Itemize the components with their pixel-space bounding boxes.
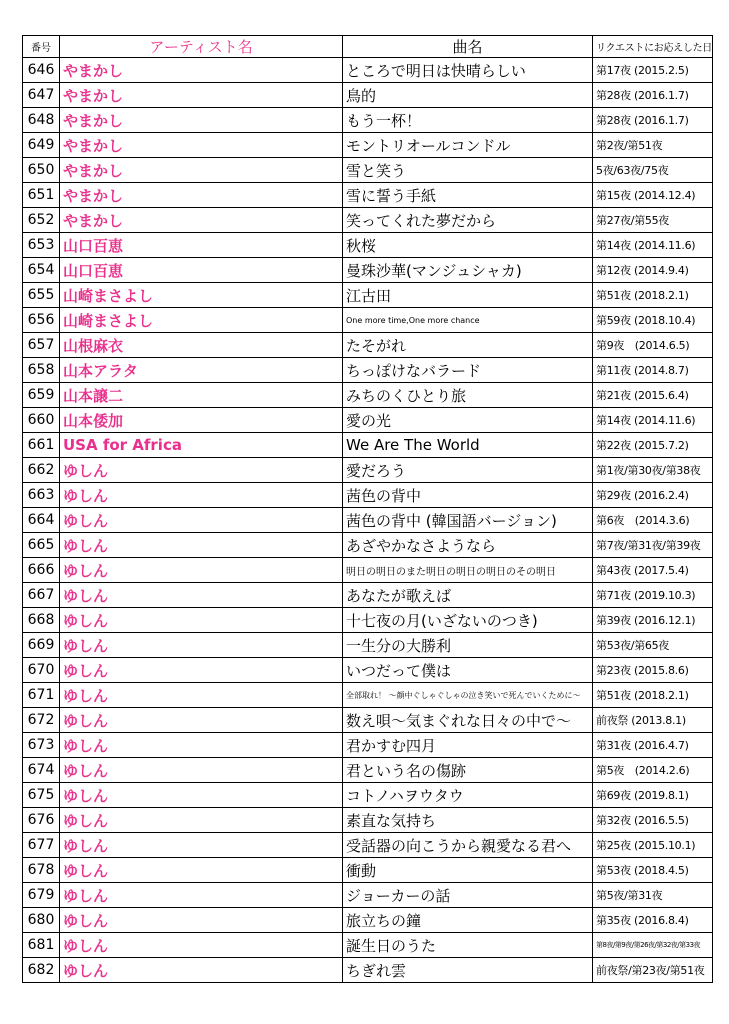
artist-name: 山本譲二 bbox=[60, 383, 343, 408]
row-number: 658 bbox=[23, 358, 60, 383]
artist-name: ゆしん bbox=[60, 458, 343, 483]
request-date: 第9夜 (2014.6.5) bbox=[593, 333, 713, 358]
request-date: 第5夜/第31夜 bbox=[593, 883, 713, 908]
table-row bbox=[23, 358, 713, 383]
table-row bbox=[23, 783, 713, 808]
header-request-date: リクエストにお応えした日 bbox=[593, 36, 713, 58]
song-title: 数え唄～気まぐれな日々の中で～ bbox=[343, 708, 593, 733]
artist-name: やまかし bbox=[60, 83, 343, 108]
table-row bbox=[23, 158, 713, 183]
request-date: 第5夜 (2014.2.6) bbox=[593, 758, 713, 783]
artist-name: ゆしん bbox=[60, 558, 343, 583]
table-row bbox=[23, 483, 713, 508]
row-number: 671 bbox=[23, 683, 60, 708]
table-body bbox=[23, 58, 713, 983]
song-title: もう一杯！ bbox=[343, 108, 593, 133]
artist-name: ゆしん bbox=[60, 958, 343, 983]
artist-name: ゆしん bbox=[60, 533, 343, 558]
row-number: 679 bbox=[23, 883, 60, 908]
table-row bbox=[23, 608, 713, 633]
row-number: 675 bbox=[23, 783, 60, 808]
artist-name: ゆしん bbox=[60, 708, 343, 733]
song-title: みちのくひとり旅 bbox=[343, 383, 593, 408]
song-title: ところで明日は快晴らしい bbox=[343, 58, 593, 83]
artist-name: ゆしん bbox=[60, 733, 343, 758]
song-title: コトノハヲウタウ bbox=[343, 783, 593, 808]
artist-name: ゆしん bbox=[60, 783, 343, 808]
song-title: 曼珠沙華(マンジュシャカ) bbox=[343, 258, 593, 283]
table-row bbox=[23, 533, 713, 558]
table-row bbox=[23, 908, 713, 933]
row-number: 659 bbox=[23, 383, 60, 408]
request-date: 第25夜 (2015.10.1) bbox=[593, 833, 713, 858]
request-date: 第12夜 (2014.9.4) bbox=[593, 258, 713, 283]
song-title: 十七夜の月(いざないのつき) bbox=[343, 608, 593, 633]
request-date: 第43夜 (2017.5.4) bbox=[593, 558, 713, 583]
table-row bbox=[23, 558, 713, 583]
song-title: 江古田 bbox=[343, 283, 593, 308]
request-date: 第2夜/第51夜 bbox=[593, 133, 713, 158]
song-title: 雪と笑う bbox=[343, 158, 593, 183]
row-number: 672 bbox=[23, 708, 60, 733]
table-row bbox=[23, 108, 713, 133]
row-number: 650 bbox=[23, 158, 60, 183]
artist-name: ゆしん bbox=[60, 633, 343, 658]
artist-name: 山本アラタ bbox=[60, 358, 343, 383]
request-date: 第51夜 (2018.2.1) bbox=[593, 683, 713, 708]
song-title: あざやかなさようなら bbox=[343, 533, 593, 558]
row-number: 657 bbox=[23, 333, 60, 358]
request-date: 第71夜 (2019.10.3) bbox=[593, 583, 713, 608]
table-row bbox=[23, 258, 713, 283]
table-row bbox=[23, 833, 713, 858]
row-number: 669 bbox=[23, 633, 60, 658]
table-row bbox=[23, 508, 713, 533]
table-row bbox=[23, 958, 713, 983]
table-row bbox=[23, 683, 713, 708]
artist-name: ゆしん bbox=[60, 658, 343, 683]
row-number: 647 bbox=[23, 83, 60, 108]
row-number: 648 bbox=[23, 108, 60, 133]
song-title: 君という名の傷跡 bbox=[343, 758, 593, 783]
artist-name: 山本倭加 bbox=[60, 408, 343, 433]
request-date: 第29夜 (2016.2.4) bbox=[593, 483, 713, 508]
table-row bbox=[23, 858, 713, 883]
request-date: 前夜祭/第23夜/第51夜 bbox=[593, 958, 713, 983]
artist-name: USA for Africa bbox=[60, 433, 343, 458]
row-number: 676 bbox=[23, 808, 60, 833]
row-number: 661 bbox=[23, 433, 60, 458]
request-date: 第31夜 (2016.4.7) bbox=[593, 733, 713, 758]
table-row bbox=[23, 308, 713, 333]
song-title: 秋桜 bbox=[343, 233, 593, 258]
table-row bbox=[23, 183, 713, 208]
song-title: 全部取れ！ ～顔中ぐしゃぐしゃの泣き笑いで死んでいくために～ bbox=[343, 683, 593, 708]
artist-name: ゆしん bbox=[60, 608, 343, 633]
table-row bbox=[23, 433, 713, 458]
song-title: あなたが歌えば bbox=[343, 583, 593, 608]
row-number: 664 bbox=[23, 508, 60, 533]
song-title: 一生分の大勝利 bbox=[343, 633, 593, 658]
artist-name: 山崎まさよし bbox=[60, 308, 343, 333]
row-number: 660 bbox=[23, 408, 60, 433]
song-title: 素直な気持ち bbox=[343, 808, 593, 833]
table-row bbox=[23, 733, 713, 758]
row-number: 674 bbox=[23, 758, 60, 783]
table-row bbox=[23, 133, 713, 158]
header-number: 番号 bbox=[23, 36, 60, 58]
artist-name: ゆしん bbox=[60, 683, 343, 708]
song-title: 誕生日のうた bbox=[343, 933, 593, 958]
request-date: 第21夜 (2015.6.4) bbox=[593, 383, 713, 408]
song-title: 雪に誓う手紙 bbox=[343, 183, 593, 208]
row-number: 677 bbox=[23, 833, 60, 858]
row-number: 649 bbox=[23, 133, 60, 158]
row-number: 682 bbox=[23, 958, 60, 983]
artist-name: 山口百恵 bbox=[60, 258, 343, 283]
artist-name: ゆしん bbox=[60, 883, 343, 908]
song-title: 笑ってくれた夢だから bbox=[343, 208, 593, 233]
table-row bbox=[23, 208, 713, 233]
artist-name: ゆしん bbox=[60, 758, 343, 783]
request-date: 第14夜 (2014.11.6) bbox=[593, 408, 713, 433]
artist-name: ゆしん bbox=[60, 908, 343, 933]
song-title: モントリオールコンドル bbox=[343, 133, 593, 158]
song-title: たそがれ bbox=[343, 333, 593, 358]
request-date: 第15夜 (2014.12.4) bbox=[593, 183, 713, 208]
header-artist: アーティスト名 bbox=[60, 36, 343, 58]
request-date: 第32夜 (2016.5.5) bbox=[593, 808, 713, 833]
table-row bbox=[23, 283, 713, 308]
artist-name: やまかし bbox=[60, 208, 343, 233]
header-song: 曲名 bbox=[343, 36, 593, 58]
row-number: 646 bbox=[23, 58, 60, 83]
song-title: 君かすむ四月 bbox=[343, 733, 593, 758]
song-title: ちっぽけなバラード bbox=[343, 358, 593, 383]
request-date: 第51夜 (2018.2.1) bbox=[593, 283, 713, 308]
row-number: 673 bbox=[23, 733, 60, 758]
request-date: 第53夜/第65夜 bbox=[593, 633, 713, 658]
row-number: 670 bbox=[23, 658, 60, 683]
row-number: 680 bbox=[23, 908, 60, 933]
row-number: 651 bbox=[23, 183, 60, 208]
song-title: 受話器の向こうから親愛なる君へ bbox=[343, 833, 593, 858]
artist-name: 山崎まさよし bbox=[60, 283, 343, 308]
song-title: ちぎれ雲 bbox=[343, 958, 593, 983]
artist-name: やまかし bbox=[60, 133, 343, 158]
artist-name: やまかし bbox=[60, 183, 343, 208]
request-date: 第53夜 (2018.4.5) bbox=[593, 858, 713, 883]
table-row bbox=[23, 633, 713, 658]
row-number: 668 bbox=[23, 608, 60, 633]
table-row bbox=[23, 933, 713, 958]
request-date: 第14夜 (2014.11.6) bbox=[593, 233, 713, 258]
table-row bbox=[23, 883, 713, 908]
row-number: 666 bbox=[23, 558, 60, 583]
table-row bbox=[23, 233, 713, 258]
request-date: 第1夜/第30夜/第38夜 bbox=[593, 458, 713, 483]
song-title: 愛の光 bbox=[343, 408, 593, 433]
request-date: 第23夜 (2015.8.6) bbox=[593, 658, 713, 683]
request-date: 第6夜 (2014.3.6) bbox=[593, 508, 713, 533]
artist-name: 山根麻衣 bbox=[60, 333, 343, 358]
song-title: 鳥的 bbox=[343, 83, 593, 108]
table-row bbox=[23, 758, 713, 783]
table-row bbox=[23, 58, 713, 83]
song-title: ジョーカーの話 bbox=[343, 883, 593, 908]
artist-name: やまかし bbox=[60, 108, 343, 133]
row-number: 656 bbox=[23, 308, 60, 333]
table-row bbox=[23, 583, 713, 608]
request-date: 第69夜 (2019.8.1) bbox=[593, 783, 713, 808]
row-number: 663 bbox=[23, 483, 60, 508]
artist-name: ゆしん bbox=[60, 933, 343, 958]
request-date: 第11夜 (2014.8.7) bbox=[593, 358, 713, 383]
song-title: 明日の明日のまた明日の明日の明日のその明日 bbox=[343, 558, 593, 583]
row-number: 654 bbox=[23, 258, 60, 283]
request-date: 第7夜/第31夜/第39夜 bbox=[593, 533, 713, 558]
artist-name: ゆしん bbox=[60, 833, 343, 858]
row-number: 655 bbox=[23, 283, 60, 308]
row-number: 665 bbox=[23, 533, 60, 558]
song-title: 愛だろう bbox=[343, 458, 593, 483]
request-date: 第17夜 (2015.2.5) bbox=[593, 58, 713, 83]
artist-name: ゆしん bbox=[60, 483, 343, 508]
artist-name: やまかし bbox=[60, 58, 343, 83]
request-date: 第28夜 (2016.1.7) bbox=[593, 83, 713, 108]
song-title: 旅立ちの鐘 bbox=[343, 908, 593, 933]
row-number: 678 bbox=[23, 858, 60, 883]
song-title: 茜色の背中 bbox=[343, 483, 593, 508]
song-request-table bbox=[22, 35, 713, 983]
table-row bbox=[23, 708, 713, 733]
artist-name: ゆしん bbox=[60, 583, 343, 608]
request-date: 第27夜/第55夜 bbox=[593, 208, 713, 233]
song-title: One more time,One more chance bbox=[343, 308, 593, 333]
song-title: いつだって僕は bbox=[343, 658, 593, 683]
header-row bbox=[23, 36, 713, 58]
table-row bbox=[23, 808, 713, 833]
table-row bbox=[23, 383, 713, 408]
request-date: 第39夜 (2016.12.1) bbox=[593, 608, 713, 633]
table-row bbox=[23, 658, 713, 683]
artist-name: やまかし bbox=[60, 158, 343, 183]
artist-name: ゆしん bbox=[60, 858, 343, 883]
request-date: 第59夜 (2018.10.4) bbox=[593, 308, 713, 333]
request-date: 第28夜 (2016.1.7) bbox=[593, 108, 713, 133]
request-date: 第22夜 (2015.7.2) bbox=[593, 433, 713, 458]
row-number: 653 bbox=[23, 233, 60, 258]
row-number: 667 bbox=[23, 583, 60, 608]
table-row bbox=[23, 83, 713, 108]
artist-name: ゆしん bbox=[60, 508, 343, 533]
table-row bbox=[23, 333, 713, 358]
song-title: 衝動 bbox=[343, 858, 593, 883]
row-number: 652 bbox=[23, 208, 60, 233]
row-number: 662 bbox=[23, 458, 60, 483]
request-date: 第8夜/第9夜/第26夜/第32夜/第33夜 bbox=[593, 933, 713, 958]
song-title: 茜色の背中 (韓国語バージョン) bbox=[343, 508, 593, 533]
song-title: We Are The World bbox=[343, 433, 593, 458]
artist-name: 山口百恵 bbox=[60, 233, 343, 258]
table-row bbox=[23, 408, 713, 433]
request-date: 5夜/63夜/75夜 bbox=[593, 158, 713, 183]
table-row bbox=[23, 458, 713, 483]
artist-name: ゆしん bbox=[60, 808, 343, 833]
row-number: 681 bbox=[23, 933, 60, 958]
request-date: 前夜祭 (2013.8.1) bbox=[593, 708, 713, 733]
request-date: 第35夜 (2016.8.4) bbox=[593, 908, 713, 933]
